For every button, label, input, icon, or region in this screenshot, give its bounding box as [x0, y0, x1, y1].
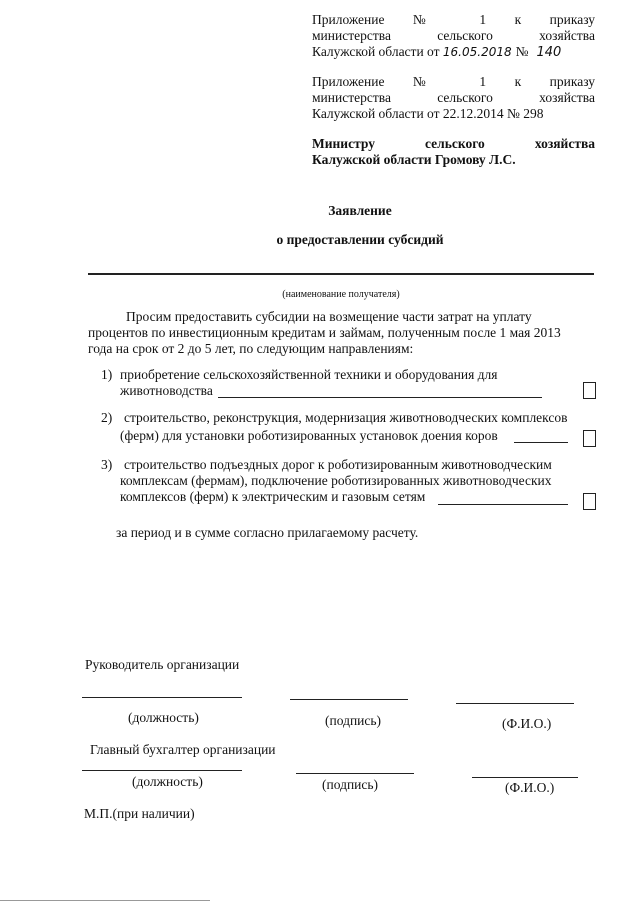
appendix1-date-prefix: Калужской области от	[312, 44, 443, 59]
intro-line2: процентов по инвестиционным кредитам и займам, полученным после 1 мая 2013	[88, 325, 561, 340]
recipient-name-line	[88, 273, 594, 275]
document-title: Заявление	[328, 203, 392, 218]
head-signature-caption: (подпись)	[325, 713, 382, 728]
head-position-caption: (должность)	[128, 710, 199, 725]
addressee-line2: Калужской области Громову Л.С.	[312, 152, 516, 167]
handwritten-date: 16.05.2018	[442, 45, 512, 59]
item1-line2: животноводства	[120, 383, 213, 398]
accountant-signature-line	[296, 773, 414, 774]
item2-line1: строительство, реконструкция, модернизация животноводческих комплексов	[124, 410, 568, 425]
head-signature-line	[290, 699, 408, 700]
item1-line1: приобретение сельскохозяйственной техники и оборудования для	[120, 367, 498, 382]
accountant-name-caption: (Ф.И.О.)	[505, 780, 555, 795]
stamp-note: М.П.(при наличии)	[84, 806, 195, 821]
head-label: Руководитель организации	[85, 657, 240, 672]
document-subtitle: о предоставлении субсидий	[276, 232, 444, 247]
appendix2-line3: Калужской области от 22.12.2014 № 298	[312, 106, 544, 121]
item3-line1: строительство подъездных дорог к роботизированным животноводческим	[124, 457, 552, 472]
item1-checkbox[interactable]	[583, 382, 596, 399]
appendix2-line1: Приложение № 1 к приказу	[312, 74, 595, 89]
period-text: за период и в сумме согласно прилагаемому расчету.	[116, 525, 419, 540]
item1-number: 1)	[101, 367, 113, 382]
accountant-position-line	[82, 770, 242, 771]
recipient-caption: (наименование получателя)	[282, 289, 400, 300]
item3-line3: комплексов (ферм) к электрическим и газовым сетям	[120, 489, 426, 504]
intro-line3: года на срок от 2 до 5 лет, по следующим направлениям:	[88, 341, 414, 356]
head-name-caption: (Ф.И.О.)	[502, 716, 552, 731]
head-name-line	[456, 703, 574, 704]
item3-number: 3)	[101, 457, 113, 472]
head-position-line	[82, 697, 242, 698]
accountant-position-caption: (должность)	[132, 774, 203, 789]
intro-line1: Просим предоставить субсидии на возмещение части затрат на уплату	[126, 309, 532, 324]
handwritten-number: 140	[536, 45, 562, 60]
item2-fill-line	[514, 442, 568, 443]
scan-edge-mark	[0, 900, 210, 901]
item2-checkbox[interactable]	[583, 430, 596, 447]
item3-fill-line	[438, 504, 568, 505]
item2-number: 2)	[101, 410, 113, 425]
appendix1-line3	[312, 44, 561, 61]
number-sign: №	[515, 44, 529, 59]
appendix1-line2: министерства сельского хозяйства	[312, 28, 595, 43]
item2-line2: (ферм) для установки роботизированных установок доения коров	[120, 428, 498, 443]
accountant-name-line	[472, 777, 578, 778]
item3-line2: комплексам (фермам), подключение роботизированных животноводческих	[120, 473, 552, 488]
accountant-signature-caption: (подпись)	[322, 777, 379, 792]
item1-fill-line	[218, 397, 542, 398]
appendix1-line1: Приложение № 1 к приказу	[312, 12, 595, 27]
appendix2-line2: министерства сельского хозяйства	[312, 90, 595, 105]
addressee-line1: Министру сельского хозяйства	[312, 136, 595, 151]
accountant-label: Главный бухгалтер организации	[90, 742, 276, 757]
item3-checkbox[interactable]	[583, 493, 596, 510]
